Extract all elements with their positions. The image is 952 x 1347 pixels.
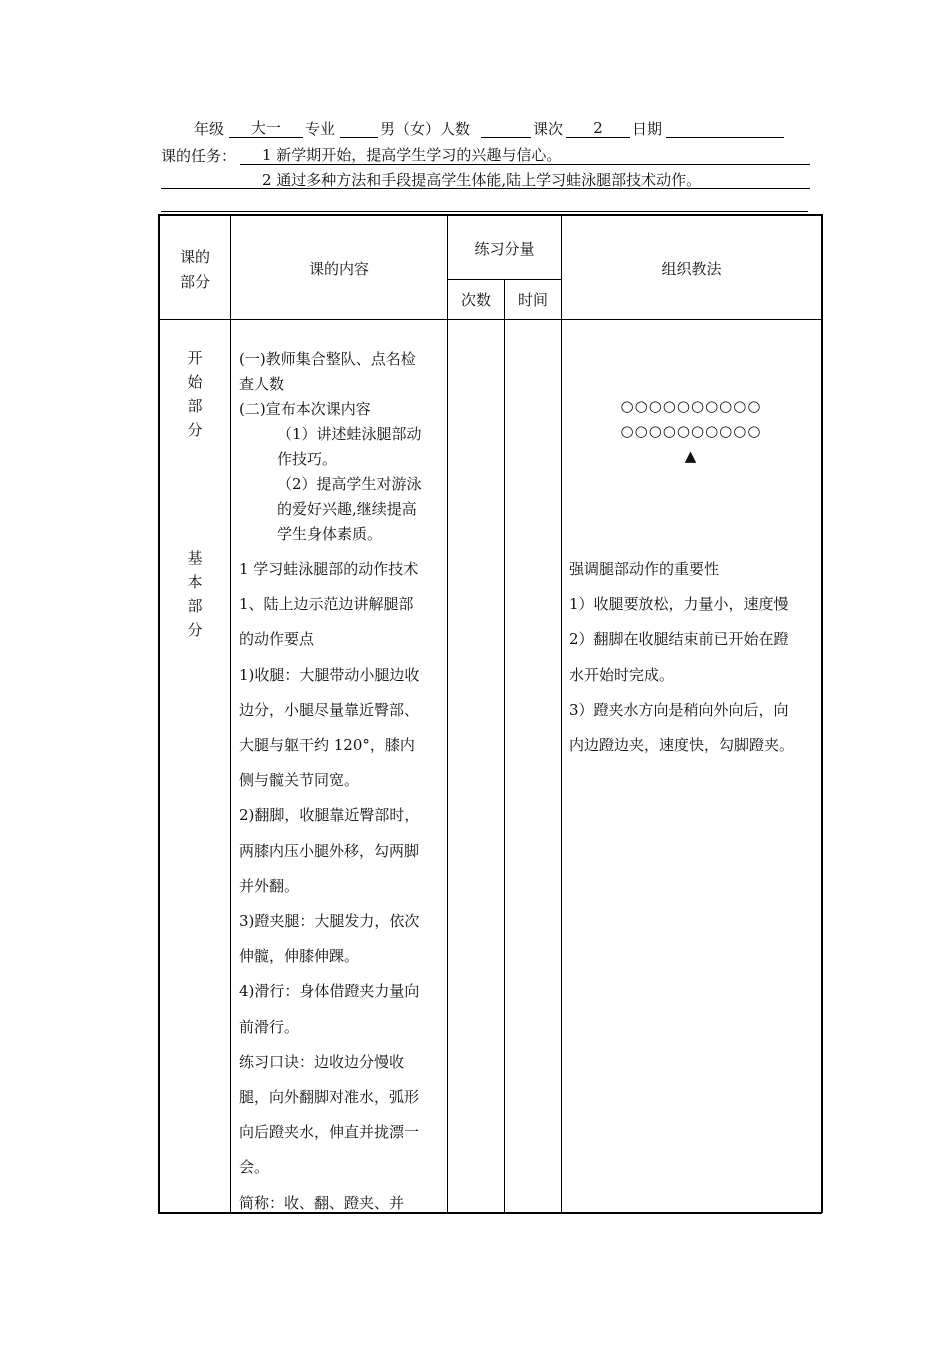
basic-section-label: 基 本 部 分 xyxy=(187,549,203,639)
date-value xyxy=(666,120,784,138)
content-line: 腿，向外翻脚对准水，弧形 xyxy=(239,1088,420,1107)
header-amount: 练习分量 xyxy=(474,240,535,258)
session-value: 2 xyxy=(566,120,630,138)
date-label: 日期 xyxy=(632,120,663,138)
method-line: 水开始时完成。 xyxy=(569,665,675,684)
content-line: 查人数 xyxy=(239,375,285,393)
content-line: 1)收腿：大腿带动小腿边收 xyxy=(239,665,420,684)
content-line: 伸髋，伸膝伸踝。 xyxy=(239,947,360,966)
header-time: 时间 xyxy=(517,291,548,309)
method-line: 3）蹬夹水方向是稍向外向后，向 xyxy=(569,700,789,719)
content-line: 学生身体素质。 xyxy=(277,525,383,543)
header-part-line1: 课的 xyxy=(179,248,210,266)
content-line: 边分，小腿尽量靠近臀部、 xyxy=(239,700,420,719)
content-line: 1 学习蛙泳腿部的动作技术 xyxy=(239,560,419,578)
header-times: 次数 xyxy=(460,291,491,309)
content-line: 1、陆上边示范边讲解腿部 xyxy=(239,595,414,614)
content-line: (一)教师集合整队、点名检 xyxy=(239,350,416,368)
header-method: 组织教法 xyxy=(661,260,722,278)
content-line: 3)蹬夹腿：大腿发力，依次 xyxy=(239,912,420,931)
content-line: 作技巧。 xyxy=(277,450,338,468)
content-line: 的爱好兴趣,继续提高 xyxy=(277,500,417,518)
start-section-content xyxy=(239,347,422,547)
task-line-2: 2 通过多种方法和手段提高学生体能,陆上学习蛙泳腿部技术动作。 xyxy=(262,171,702,189)
content-line: （2）提高学生对游泳 xyxy=(277,475,422,493)
content-line: 侧与髋关节同宽。 xyxy=(239,771,360,790)
content-line: 4)滑行：身体借蹬夹力量向 xyxy=(239,982,420,1001)
content-line: 并外翻。 xyxy=(239,876,300,895)
task-line-1: 1 新学期开始，提高学生学习的兴趣与信心。 xyxy=(262,146,562,164)
content-line: 的动作要点 xyxy=(239,630,315,649)
task-underline-1 xyxy=(240,164,810,165)
content-line: 前滑行。 xyxy=(239,1017,300,1036)
content-line: (二)宣布本次课内容 xyxy=(239,400,371,418)
teacher-marker-icon: ▲ xyxy=(684,447,698,465)
method-line: 内边蹬边夹，速度快，勾脚蹬夹。 xyxy=(569,736,795,755)
content-line: （1）讲述蛙泳腿部动 xyxy=(277,425,422,443)
grade-value: 大一 xyxy=(229,120,303,138)
session-label: 课次 xyxy=(533,120,564,138)
task-underline-3 xyxy=(161,211,808,212)
basic-section-content xyxy=(239,552,419,1221)
grade-label: 年级 xyxy=(194,120,225,138)
content-line: 简称：收、翻、蹬夹、并 xyxy=(239,1193,405,1212)
header-part-line2: 部分 xyxy=(179,273,210,291)
count-label: 男（女）人数 xyxy=(380,120,471,138)
content-line: 会。 xyxy=(239,1158,270,1177)
content-line: 2)翻脚，收腿靠近臀部时， xyxy=(239,806,420,825)
major-value xyxy=(340,120,378,138)
task-label: 课的任务： xyxy=(161,147,237,165)
content-line: 大腿与躯干约 120°，膝内 xyxy=(239,736,415,755)
content-line: 向后蹬夹水，伸直并拢漂一 xyxy=(239,1123,420,1142)
task-underline-2 xyxy=(161,188,810,189)
formation-row-2: ○○○○○○○○○○ xyxy=(620,422,762,440)
content-line: 练习口诀：边收边分慢收 xyxy=(239,1052,405,1071)
content-line: 两膝内压小腿外移，勾两脚 xyxy=(239,841,420,860)
formation-row-1: ○○○○○○○○○○ xyxy=(620,397,762,415)
major-label: 专业 xyxy=(305,120,336,138)
start-section-label: 开 始 部 分 xyxy=(187,349,203,439)
count-value xyxy=(481,120,531,138)
method-line: 1）收腿要放松，力量小，速度慢 xyxy=(569,595,789,614)
method-line: 2）翻脚在收腿结束前已开始在蹬 xyxy=(569,630,789,649)
method-line: 强调腿部动作的重要性 xyxy=(569,560,720,578)
method-content xyxy=(569,552,794,763)
header-content: 课的内容 xyxy=(308,260,369,278)
